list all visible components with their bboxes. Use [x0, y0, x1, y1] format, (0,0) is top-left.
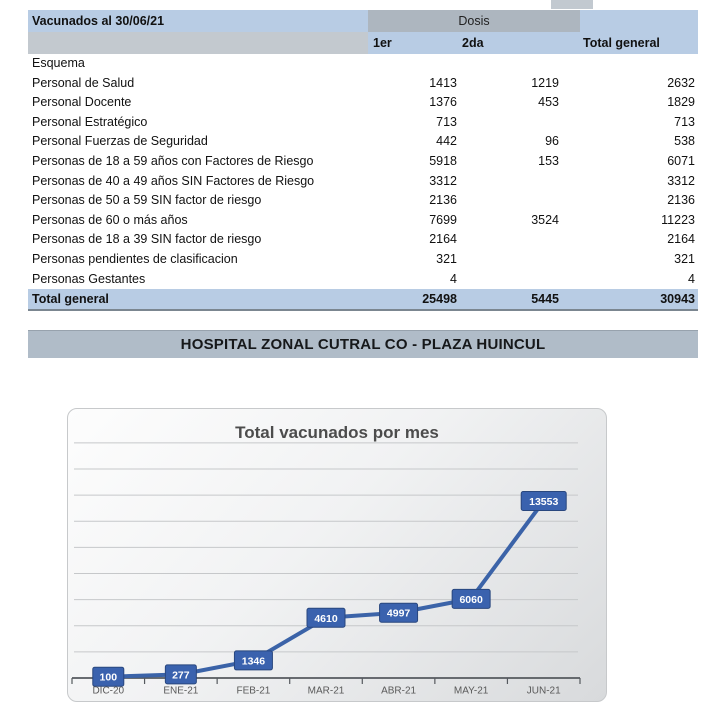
row-label: Personal Fuerzas de Seguridad: [32, 134, 208, 149]
data-label-value: 6060: [459, 593, 483, 606]
table-row: [28, 211, 698, 231]
dose1-value: [368, 54, 460, 74]
table-row: [28, 152, 698, 172]
table-row: [28, 132, 698, 152]
table-row: [28, 191, 698, 211]
total-dose1-value: 25498: [422, 292, 457, 307]
total-value: [565, 54, 698, 74]
total-value: 538: [674, 134, 695, 149]
dose2-value: [460, 54, 565, 74]
row-label: Personas de 50 a 59 SIN factor de riesgo: [32, 193, 262, 208]
dose1-value: 713: [436, 114, 457, 129]
dose1-value: 7699: [429, 212, 457, 227]
dose1-value: 2164: [429, 232, 457, 247]
data-label-value: 4610: [314, 612, 338, 625]
dose2-value: 3524: [531, 212, 559, 227]
x-axis-label: FEB-21: [236, 685, 271, 697]
dose2-value: [460, 172, 565, 192]
table-header-row-1: [28, 10, 698, 32]
dose2-value: [460, 270, 565, 290]
dosis-header-cell: Dosis: [368, 10, 580, 32]
dose2-value: 453: [538, 95, 559, 110]
chart-plot: [68, 409, 606, 701]
dose2-value: [460, 113, 565, 133]
row-label: Personas de 18 a 59 años con Factores de Riesgo: [32, 153, 314, 168]
row-label: Personas pendientes de clasificacion: [32, 251, 238, 266]
row-label: Personas de 60 o más años: [32, 212, 188, 227]
dose1-value: 2136: [429, 193, 457, 208]
dose1-value: 5918: [429, 153, 457, 168]
header-filler-cell: [580, 10, 698, 32]
total-value: 4: [688, 271, 695, 286]
total-dose2-value: 5445: [531, 292, 559, 307]
monthly-vaccinations-chart: [67, 408, 607, 702]
x-axis-label: ENE-21: [163, 685, 199, 697]
dose1-value: 321: [436, 251, 457, 266]
total-row-label: Total general: [32, 292, 109, 307]
table-row: [28, 172, 698, 192]
chart-title: Total vacunados por mes: [235, 423, 439, 442]
table-total-row: [28, 289, 698, 311]
total-value: 713: [674, 114, 695, 129]
table-title-cell: Vacunados al 30/06/21: [28, 10, 368, 32]
dose2-value: [460, 250, 565, 270]
dose1-value: 1413: [429, 75, 457, 90]
total-value: 1829: [667, 95, 695, 110]
data-label-value: 4997: [386, 607, 411, 620]
vaccination-table: [28, 10, 698, 311]
table-row: [28, 250, 698, 270]
table-row: [28, 113, 698, 133]
hospital-banner-text: HOSPITAL ZONAL CUTRAL CO - PLAZA HUINCUL: [180, 336, 546, 353]
table-row: [28, 54, 698, 74]
row-label: Personal Estratégico: [32, 114, 148, 129]
total-value: 321: [674, 251, 695, 266]
total-value: 3312: [667, 173, 695, 188]
total-value: 11223: [661, 212, 695, 227]
col-header-2da: 2da: [460, 32, 565, 54]
x-axis-label: MAY-21: [453, 685, 489, 697]
x-axis-label: JUN-21: [526, 685, 561, 697]
x-axis-label: DIC-20: [92, 685, 125, 697]
table-row: [28, 93, 698, 113]
dose2-value: 1219: [531, 75, 559, 90]
total-value: 2136: [667, 193, 695, 208]
x-axis-label: ABR-21: [381, 685, 417, 697]
data-label-value: 277: [172, 669, 190, 682]
col-header-total-general: Total general: [565, 32, 698, 54]
dose2-value: [460, 191, 565, 211]
table-row: [28, 230, 698, 250]
dose2-value: 96: [545, 134, 559, 149]
row-label: Esquema: [32, 56, 85, 70]
row-label: Personas de 40 a 49 años SIN Factores de Riesgo: [32, 173, 315, 188]
dose1-value: 4: [450, 271, 457, 286]
table-row: [28, 270, 698, 290]
total-value: 6071: [667, 153, 695, 168]
row-label: Personas Gestantes: [32, 271, 146, 286]
table-header-row-2: [28, 32, 698, 54]
dose1-value: 3312: [429, 173, 457, 188]
dose2-value: 153: [538, 153, 559, 168]
dose1-value: 442: [436, 134, 457, 149]
dose2-value: [460, 230, 565, 250]
data-label-value: 13553: [529, 496, 559, 508]
data-label-value: 1346: [241, 655, 266, 668]
table-body: [28, 54, 698, 289]
total-value: 2164: [667, 232, 695, 247]
dose1-value: 1376: [429, 95, 457, 110]
row-label: Personas de 18 a 39 SIN factor de riesgo: [32, 232, 262, 247]
data-label-value: 100: [99, 671, 118, 684]
scan-edge-mark: [551, 0, 593, 9]
total-general-value: 30943: [660, 292, 695, 307]
table-row: [28, 74, 698, 94]
col-header-1er: 1er: [368, 32, 460, 54]
hospital-banner: [28, 330, 698, 358]
header-empty-cell: [28, 32, 368, 54]
row-label: Personal Docente: [32, 95, 132, 110]
row-label: Personal de Salud: [32, 75, 135, 90]
total-value: 2632: [667, 75, 695, 90]
x-axis-label: MAR-21: [307, 685, 345, 697]
